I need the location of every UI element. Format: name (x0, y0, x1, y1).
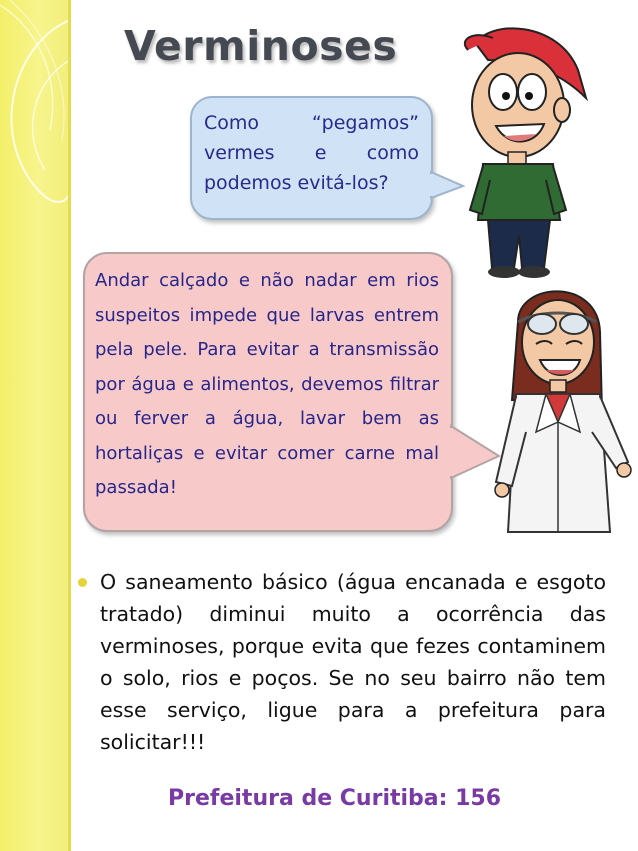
bullet-text: O saneamento básico (água encanada e esgoto tratado) diminui muito a ocorrência das verminoses, porque evita que fezes contaminem o solo, rios e poços. Se no seu bairro não tem esse serviço, ligue para a prefeitura para solicitar!!! (100, 570, 606, 754)
left-decorative-strip (0, 0, 70, 851)
answer-bubble-tail-icon (449, 420, 501, 484)
cartoon-scientist-icon (488, 282, 636, 552)
footer-contact: Prefeitura de Curitiba: 156 (168, 786, 502, 811)
answer-speech-bubble (83, 252, 453, 532)
slide-title: Verminoses (124, 22, 398, 70)
question-bubble-tail-icon (429, 168, 465, 202)
question-bubble-text: Como “pegamos” vermes e como podemos evitá-los? (204, 112, 419, 194)
strip-edge-line (68, 0, 71, 851)
bullet-icon (78, 578, 87, 587)
question-speech-bubble (190, 96, 433, 220)
swirl-decoration-icon (0, 0, 70, 851)
cartoon-boy-icon (448, 20, 593, 282)
answer-bubble-text: Andar calçado e não nadar em rios suspeitos impede que larvas entrem pela pele. Para evitar a transmissão por água e alimentos, devemos filtrar ou ferver a água, lavar bem as hortaliças e evitar comer carne mal passada! (95, 270, 439, 498)
